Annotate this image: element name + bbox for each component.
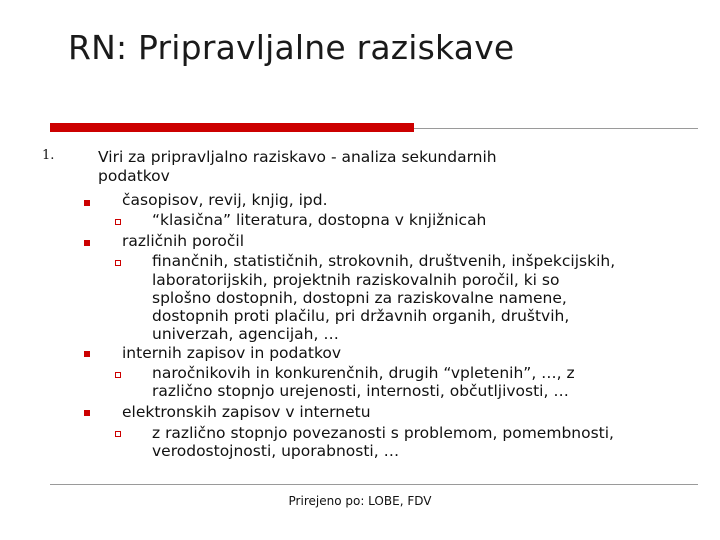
- bullet-hollow-icon: [115, 260, 121, 266]
- item-3-label: internih zapisov in podatkov: [122, 344, 342, 362]
- title-rule-red: [50, 123, 414, 132]
- item-4-sub-2: verodostojnosti, uporabnosti, …: [152, 442, 400, 460]
- item-2-sub-3: splošno dostopnih, dostopni za raziskovalne namene,: [152, 289, 567, 307]
- bullet-hollow-icon: [115, 372, 121, 378]
- bullet-square-icon: [84, 240, 90, 246]
- item-3-sub-2: različno stopnjo urejenosti, internosti, občutljivosti, …: [152, 382, 569, 400]
- item-4-sub-1: z različno stopnjo povezanosti s problemom, pomembnosti,: [152, 424, 614, 442]
- item-2-label: različnih poročil: [122, 232, 244, 250]
- slide-title: RN: Pripravljalne raziskave: [68, 28, 515, 67]
- item-2-sub-4: dostopnih proti plačilu, pri državnih organih, društvih,: [152, 307, 570, 325]
- bullet-square-icon: [84, 351, 90, 357]
- item-3-sub-1: naročnikovih in konkurenčnih, drugih “vpletenih”, …, z: [152, 364, 575, 382]
- item-1-label: časopisov, revij, knjig, ipd.: [122, 191, 328, 209]
- heading-line-1: Viri za pripravljalno raziskavo - analiza sekundarnih: [98, 148, 497, 166]
- list-number: 1.: [42, 148, 55, 163]
- item-4-label: elektronskih zapisov v internetu: [122, 403, 371, 421]
- item-2-sub-1: finančnih, statističnih, strokovnih, društvenih, inšpekcijskih,: [152, 252, 616, 270]
- bullet-square-icon: [84, 200, 90, 206]
- footer-rule: [50, 484, 698, 485]
- item-2-sub-2: laboratorijskih, projektnih raziskovalnih poročil, ki so: [152, 271, 560, 289]
- item-1-sub-1: “klasična” literatura, dostopna v knjižnicah: [152, 211, 487, 229]
- bullet-hollow-icon: [115, 431, 121, 437]
- item-2-sub-5: univerzah, agencijah, …: [152, 325, 339, 343]
- footer-credit: Prirejeno po: LOBE, FDV: [288, 494, 432, 508]
- heading-line-2: podatkov: [98, 167, 170, 185]
- bullet-hollow-icon: [115, 219, 121, 225]
- bullet-square-icon: [84, 410, 90, 416]
